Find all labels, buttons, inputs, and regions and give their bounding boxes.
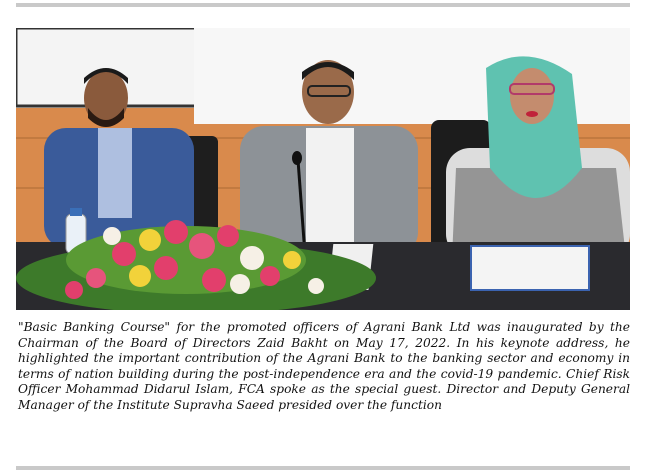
top-rule	[16, 3, 630, 7]
bottom-rule	[16, 466, 630, 470]
event-photo	[16, 28, 630, 310]
folder	[471, 246, 589, 290]
photo-caption: "Basic Banking Course" for the promoted officers of Agrani Bank Ltd was inaugurated by the Chairman of the Board of Directors Zaid Bakht on May 17, 2022. In his keynote address, he highlighted the important contribution of the Agrani Bank to the banking sector and economy in terms of nation building during the post-independence era and the covid-19 pandemic. Chief Risk Officer Mohammad Didarul Islam, FCA spoke as the special guest. Director and Deputy General Manager of the Institute Supravha Saeed presided over the function	[18, 320, 630, 412]
